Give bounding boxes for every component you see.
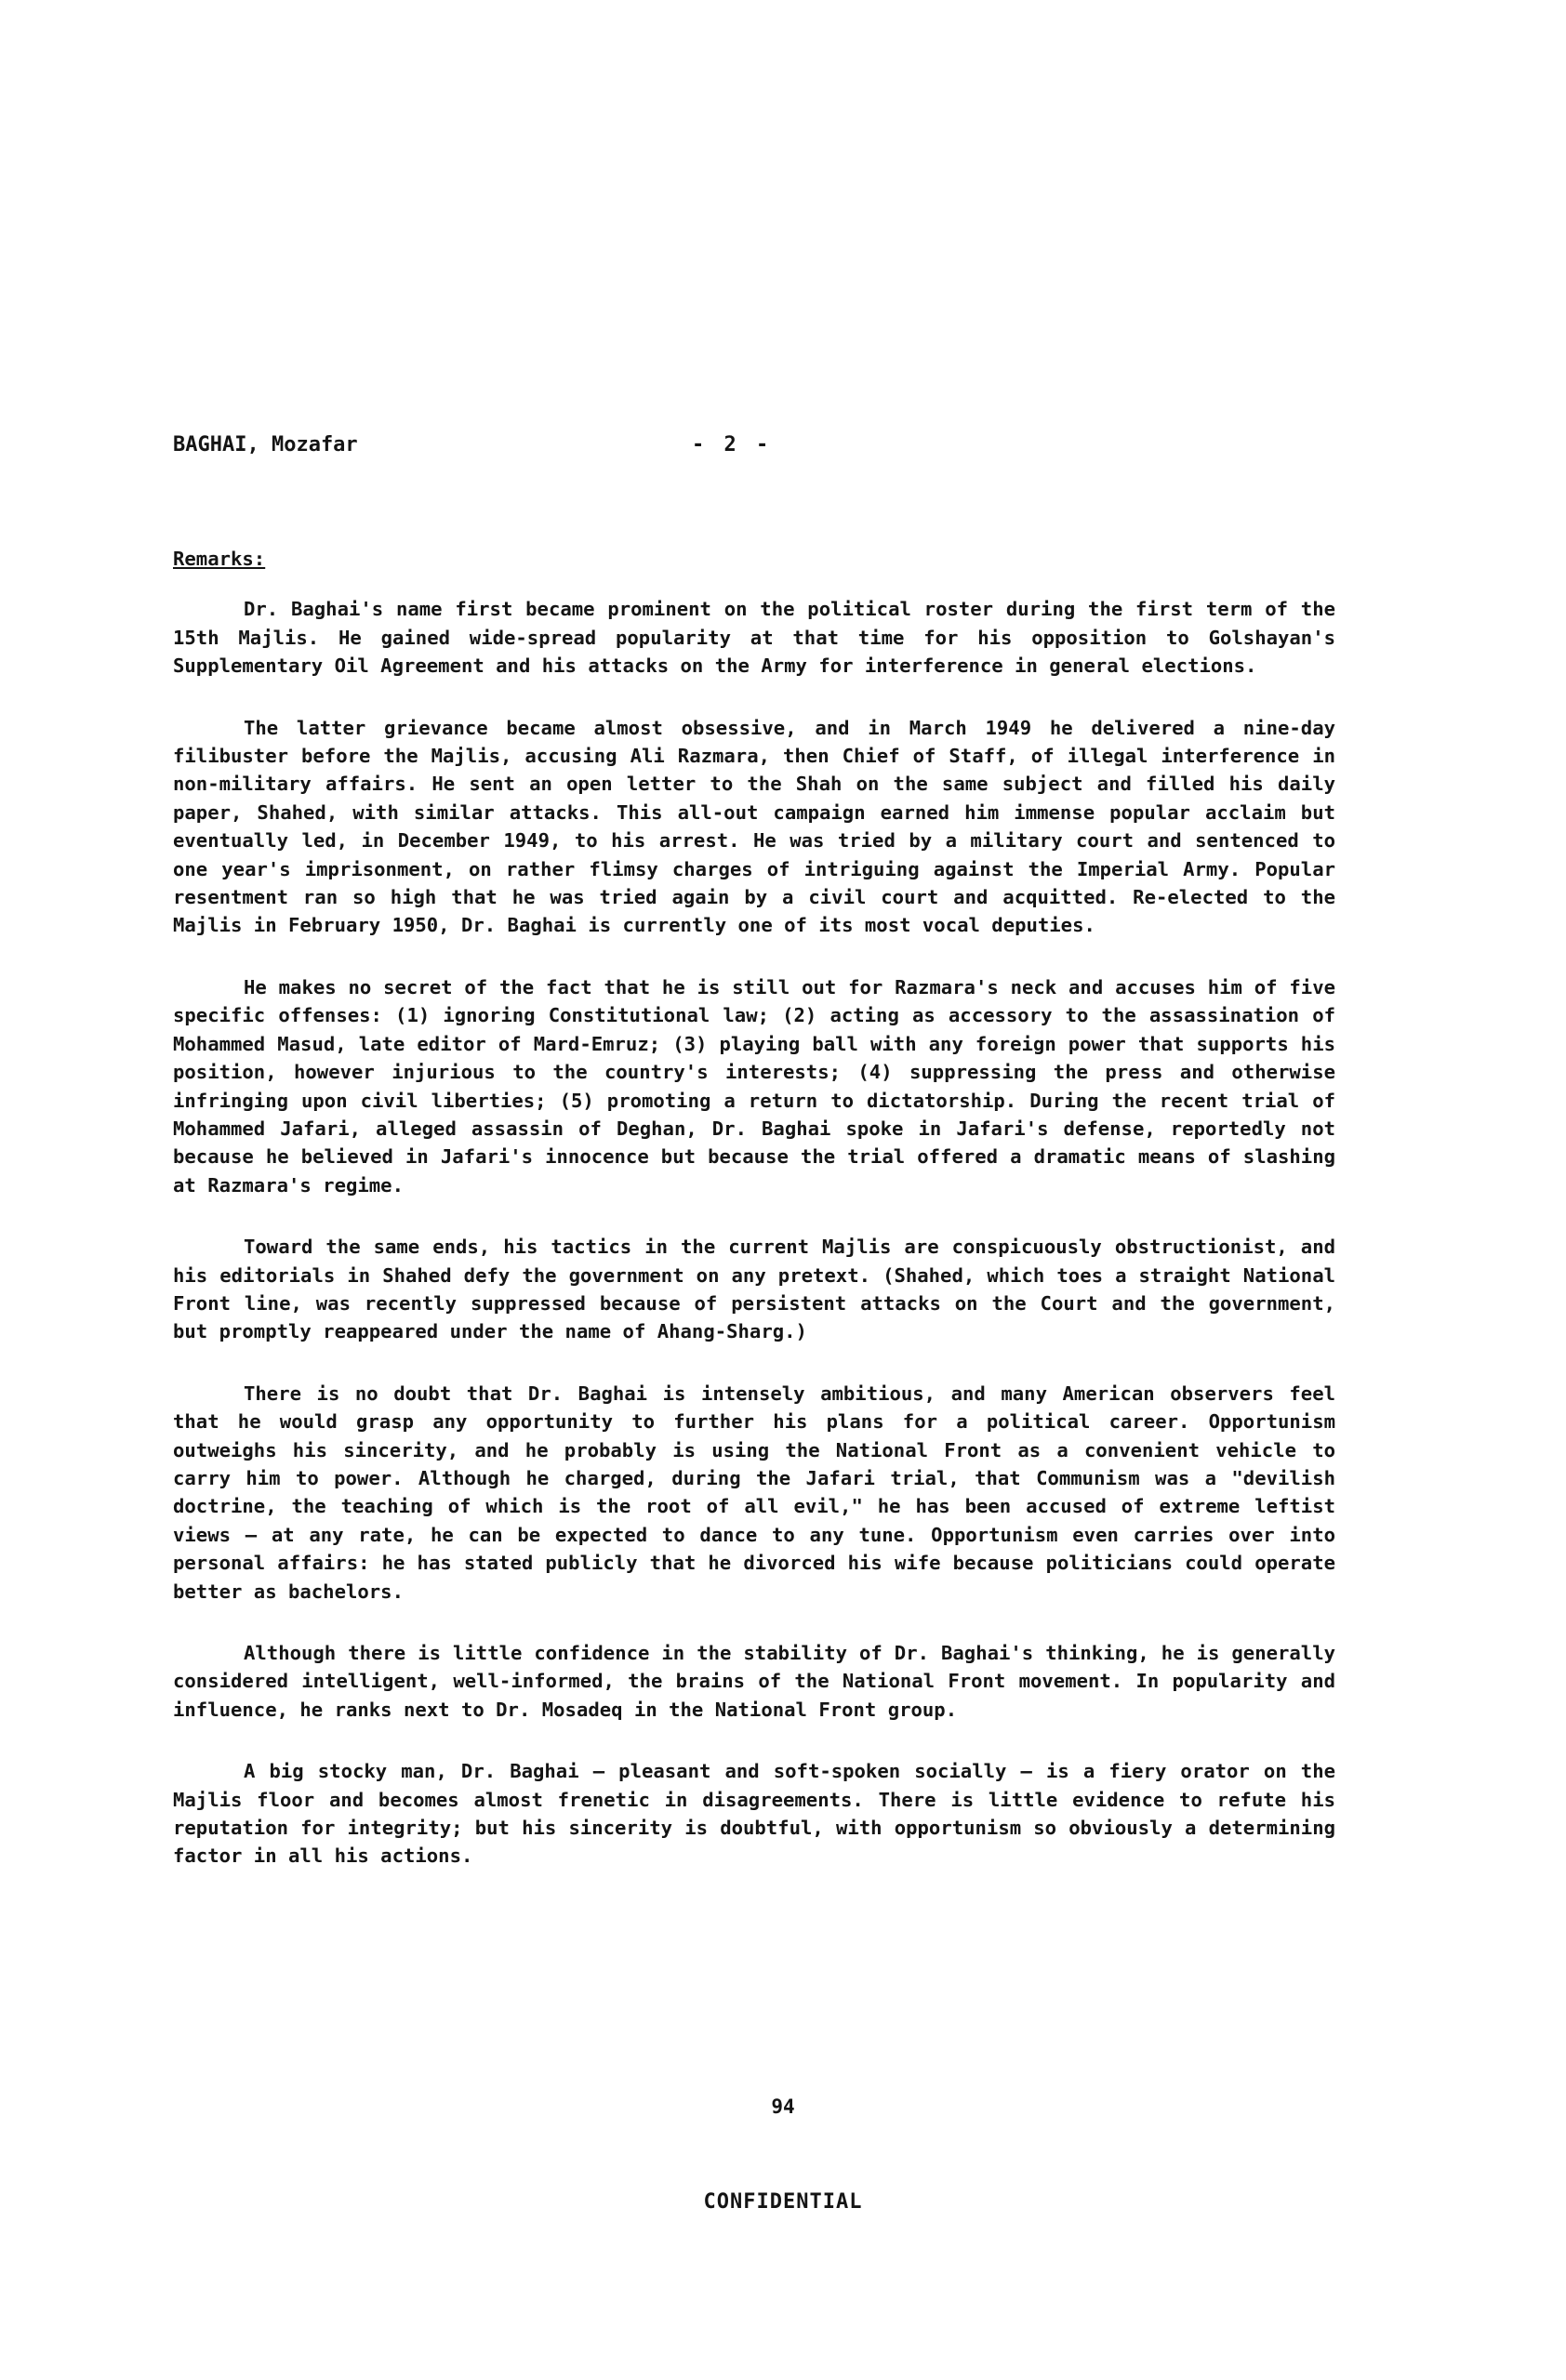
classification-marking: CONFIDENTIAL (703, 2190, 863, 2214)
paragraph-4: Toward the same ends, his tactics in the current Majlis are conspicuously obstructionist, and his editorials in Shahed defy the government on any pretext. (Shahed, which toes a straight National Front line, was recently suppressed because of persistent attacks on the Court and the government, but promptly reappeared under the name of Ahang-Sharg.) (173, 1236, 1347, 1343)
paragraph-6: Although there is little confidence in the stability of Dr. Baghai's thinking, he is generally considered intelligent, well-informed, the brains of the National Front movement. In popularity and influence, he ranks next to Dr. Mosadeq in the National Front group. (173, 1642, 1347, 1721)
paragraph-1: Dr. Baghai's name first became prominent on the political roster during the first term of the 15th Majlis. He gained wide-spread popularity at that time for his opposition to Golshayan's Supplementary Oil Agreement and his attacks on the Army for interference in general elections. (173, 598, 1347, 678)
paragraph-3: He makes no secret of the fact that he is still out for Razmara's neck and accuses him of five specific offenses: (1) ignoring Constitutional law; (2) acting as accessory to the assassination of Mohammed Masud, late editor of Mard-Emruz; (3) playing ball with any foreign power that supports his position, however injurious to the country's interests; (4) suppressing the press and otherwise infringing upon civil liberties; (5) promoting a return to dictatorship. During the recent trial of Mohammed Jafari, alleged assassin of Deghan, Dr. Baghai spoke in Jafari's defense, reportedly not because he believed in Jafari's innocence but because the trial offered a dramatic means of slashing at Razmara's regime. (173, 975, 1347, 1197)
paragraph-2: The latter grievance became almost obsessive, and in March 1949 he delivered a nine-day filibuster before the Majlis, accusing Ali Razmara, then Chief of Staff, of illegal interference in non-military affairs. He sent an open letter to the Shah on the same subject and filled his daily paper, Shahed, with similar attacks. This all-out campaign earned him immense popular acclaim but eventually led, in December 1949, to his arrest. He was tried by a military court and sentenced to one year's imprisonment, on rather flimsy charges of intriguing against the Imperial Army. Popular resentment ran so high that he was tried again by a civil court and acquitted. Re-elected to the Majlis in February 1950, Dr. Baghai is currently one of its most vocal deputies. (173, 716, 1347, 937)
paragraph-7: A big stocky man, Dr. Baghai — pleasant and soft-spoken socially — is a fiery orator on the Majlis floor and becomes almost frenetic in disagreements. There is little evidence to refute his reputation for integrity; but his sincerity is doubtful, with opportunism so obviously a determining factor in all his actions. (173, 1760, 1347, 1868)
remarks-heading: Remarks: (173, 548, 266, 570)
paragraph-5: There is no doubt that Dr. Baghai is intensely ambitious, and many American observers feel that he would grasp any opportunity to further his plans for a political career. Opportunism outweighs his sincerity, and he probably is using the National Front as a convenient vehicle to carry him to power. Although he charged, during the Jafari trial, that Communism was a "devilish doctrine, the teaching of which is the root of all evil," he has been accused of extreme leftist views — at any rate, he can be expected to dance to any tune. Opportunism even carries over into personal affairs: he has stated publicly that he divorced his wife because politicians could operate better as bachelors. (173, 1382, 1347, 1603)
page-marker: - 2 - (692, 433, 773, 456)
remarks-section (173, 545, 1347, 1904)
subject-name: BAGHAI, Mozafar (173, 433, 358, 456)
page-number: 94 (771, 2096, 795, 2118)
page-header (173, 433, 1373, 470)
